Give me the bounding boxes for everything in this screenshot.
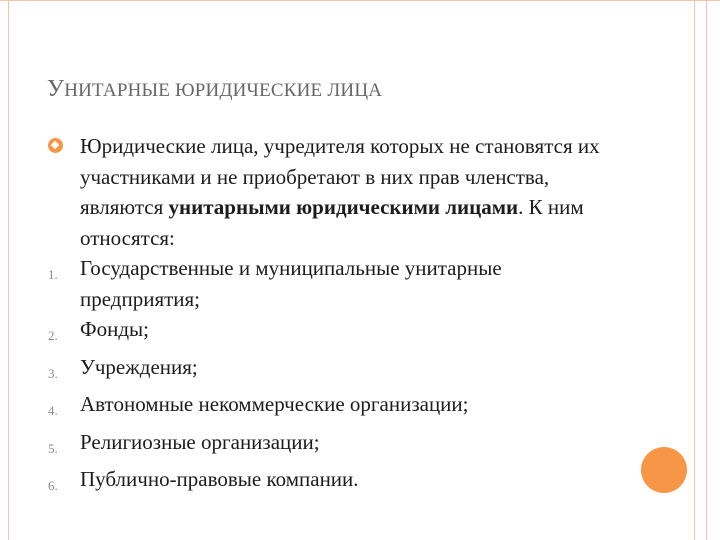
slide-frame-left xyxy=(8,0,9,540)
list-item-text: Учреждения; xyxy=(80,354,198,379)
slide-title xyxy=(47,76,382,103)
slide-frame-top xyxy=(0,0,720,1)
orange-circle-decoration xyxy=(641,447,687,493)
slide-content xyxy=(48,131,608,502)
slide-title-first-letter: У xyxy=(47,76,65,102)
list-item xyxy=(48,464,608,502)
list-item xyxy=(48,253,608,314)
diamond-bullet-icon xyxy=(48,138,63,153)
list-item-text: Государственные и муниципальные унитарные предприятия; xyxy=(80,256,502,311)
list-item-number: 6. xyxy=(48,478,58,493)
slide-title-rest: НИТАРНЫЕ ЮРИДИЧЕСКИЕ ЛИЦА xyxy=(64,80,383,101)
intro-paragraph xyxy=(48,131,608,253)
list-item-text: Автономные некоммерческие организации; xyxy=(80,392,469,416)
list-item-number: 4. xyxy=(48,403,58,418)
list-item-number: 3. xyxy=(48,365,58,381)
slide-frame-right-inner xyxy=(706,0,707,540)
list-item xyxy=(48,352,608,390)
list-item-text: Религиозные организации; xyxy=(80,429,320,454)
list-item xyxy=(48,389,608,427)
list-item-number: 2. xyxy=(48,328,58,343)
intro-text-part1: Юридические лица, учредителя которых не становятся их участниками и не приобретают в них прав членства, являются xyxy=(80,134,600,219)
list-item-text: Фонды; xyxy=(80,317,149,341)
list-item xyxy=(48,314,608,352)
intro-text xyxy=(80,131,608,253)
intro-text-part2: . К ним относятся: xyxy=(80,195,584,250)
slide-frame-right-outer xyxy=(694,0,695,540)
list-item xyxy=(48,427,608,465)
list-item-text: Публично-правовые компании. xyxy=(80,467,359,491)
list-item-number: 5. xyxy=(48,440,58,456)
intro-text-bold: унитарными юридическими лицами xyxy=(168,195,519,219)
list-item-number: 1. xyxy=(48,267,58,282)
